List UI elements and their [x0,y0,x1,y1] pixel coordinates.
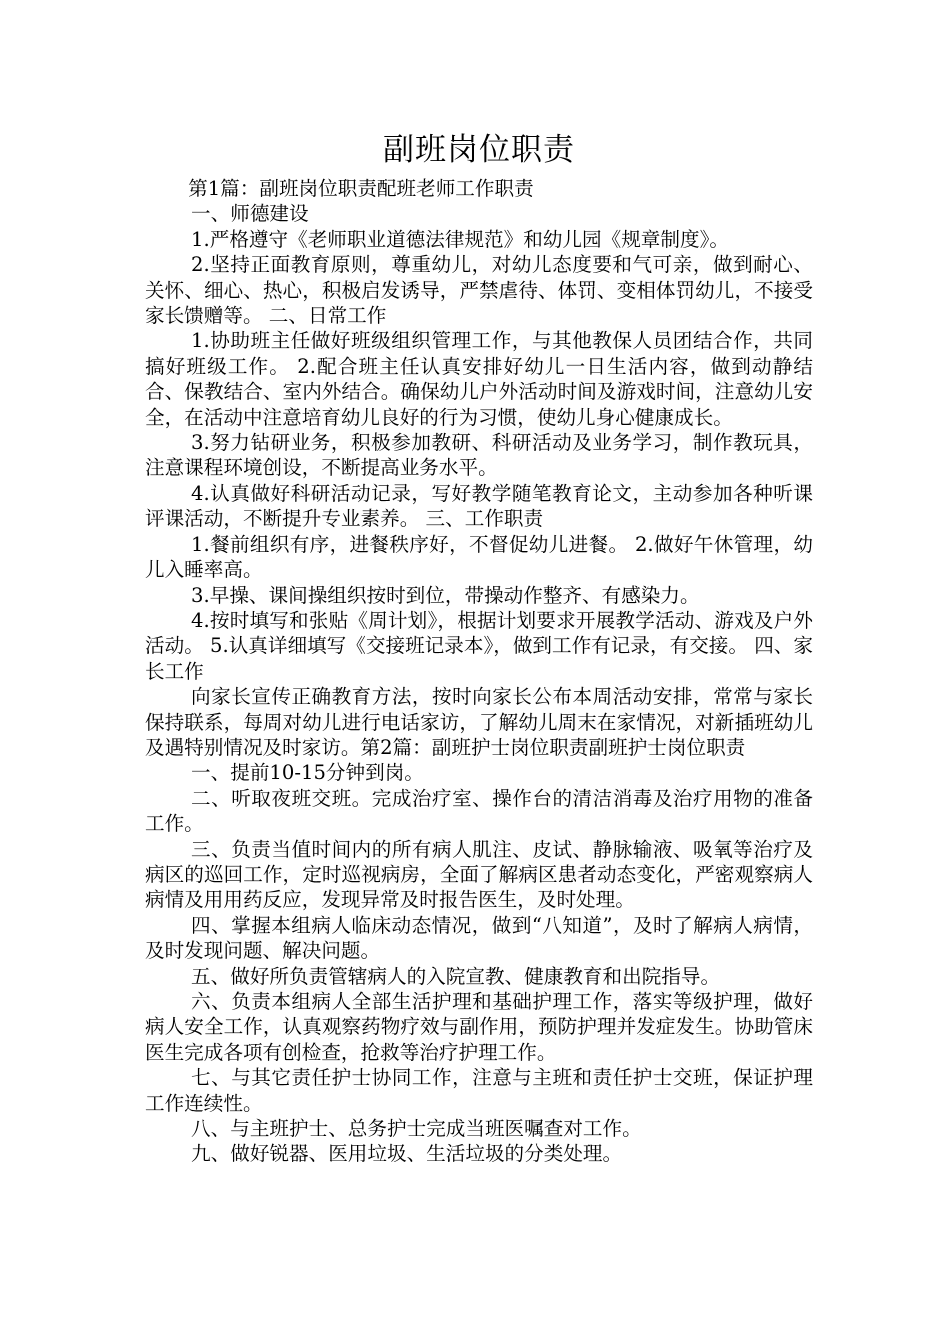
paragraph-17: 六、负责本组病人全部生活护理和基础护理工作，落实等级护理，做好病人安全工作，认真观察药物疗效与副作用，预防护理并发症发生。协助管床医生完成各项有创检查，抢救等治疗护理工作。 [145,990,813,1064]
paragraph-13: 二、听取夜班交班。完成治疗室、操作台的清洁消毒及治疗用物的准备工作。 [145,786,813,836]
paragraph-11: 向家长宣传正确教育方法，按时向家长公布本周活动安排，常常与家长保持联系，每周对幼儿进行电话家访，了解幼儿周末在家情况，对新插班幼儿及遇特别情况及时家访。第2篇：副班护士岗位职责副班护士岗位职责 [145,685,813,759]
paragraph-19: 八、与主班护士、总务护士完成当班医嘱查对工作。 [191,1117,642,1141]
paragraph-12: 一、提前10-15分钟到岗。 [191,761,424,785]
document-page [145,130,813,1167]
document-title: 副班岗位职责 [383,132,575,168]
paragraph-3: 1.严格遵守《老师职业道德法律规范》和幼儿园《规章制度》。 [191,227,729,251]
paragraph-14: 三、负责当值时间内的所有病人肌注、皮试、静脉输液、吸氧等治疗及病区的巡回工作，定时巡视病房，全面了解病区患者动态变化，严密观察病人病情及用用药反应，发现异常及时报告医生，及时处理。 [145,837,813,912]
paragraph-6: 3.努力钻研业务，积极参加教研、科研活动及业务学习，制作教玩具，注意课程环境创设，不断提高业务水平。 [145,431,813,480]
paragraph-18: 七、与其它责任护士协同工作，注意与主班和责任护士交班，保证护理工作连续性。 [145,1066,813,1115]
paragraph-1: 第1篇：副班岗位职责配班老师工作职责 [188,177,534,200]
paragraph-15: 四、掌握本组病人临床动态情况，做到“八知道”，及时了解病人病情，及时发现问题、解决问题。 [145,913,813,963]
paragraph-7: 4.认真做好科研活动记录，写好教学随笔教育论文，主动参加各种听课评课活动，不断提升专业素养。 三、工作职责 [145,481,813,531]
paragraph-2: 一、师德建设 [191,202,309,226]
paragraph-9: 3.早操、课间操组织按时到位，带操动作整齐、有感染力。 [191,583,700,607]
paragraph-5: 1.协助班主任做好班级组织管理工作，与其他教保人员团结合作，共同搞好班级工作。 2.配合班主任认真安排好幼儿一日生活内容，做到动静结合、保教结合、室内外结合。确保幼儿户外活动时间及游戏时间，注意幼儿安全，在活动中注意培育幼儿良好的行为习惯，使幼儿身心健康成长。 [145,329,813,429]
paragraph-10: 4.按时填写和张贴《周计划》，根据计划要求开展教学活动、游戏及户外活动。 5.认真详细填写《交接班记录本》，做到工作有记录，有交接。 四、家长工作 [145,608,813,683]
paragraph-4: 2.坚持正面教育原则，尊重幼儿，对幼儿态度要和气可亲，做到耐心、关怀、细心、热心，积极启发诱导，严禁虐待、体罚、变相体罚幼儿，不接受家长馈赠等。 二、日常工作 [145,253,813,328]
paragraph-20: 九、做好锐器、医用垃圾、生活垃圾的分类处理。 [191,1142,623,1166]
paragraph-16: 五、做好所负责管辖病人的入院宣教、健康教育和出院指导。 [191,964,721,988]
paragraph-8: 1.餐前组织有序，进餐秩序好，不督促幼儿进餐。 2.做好午休管理，幼儿入睡率高。 [145,532,813,582]
document-body [145,176,813,1167]
